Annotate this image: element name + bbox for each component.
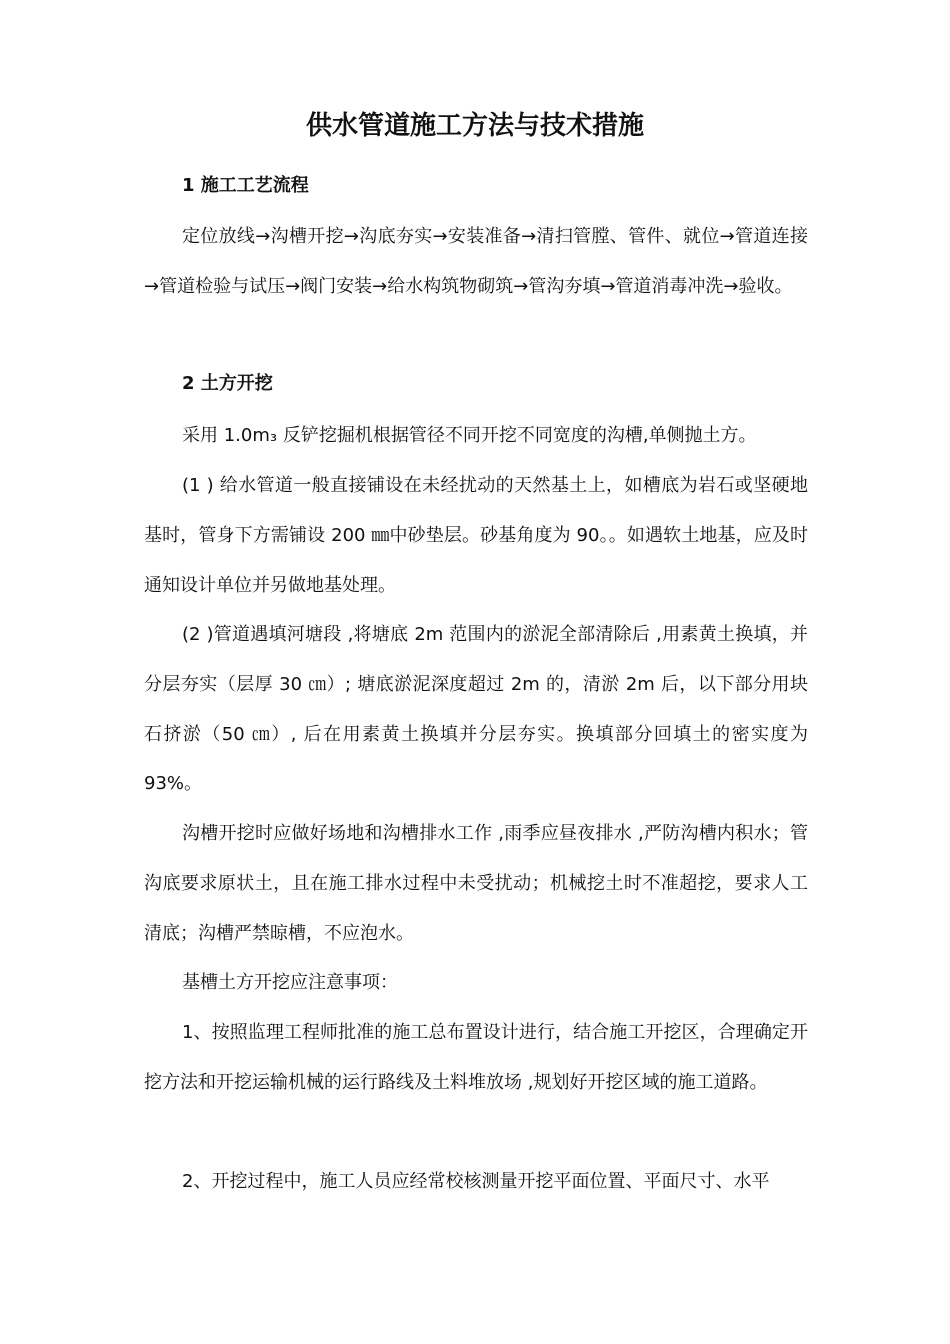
paragraph-note-2: 2、开挖过程中，施工人员应经常校核测量开挖平面位置、平面尺寸、水平	[182, 1171, 770, 1192]
paragraph-pond-section: (2 )管道遇填河塘段 ,将塘底 2m 范围内的淤泥全部清除后 ,用素黄土换填，并分层夯实（层厚 30 ㎝）; 塘底淤泥深度超过 2m 的，清淤 2m 后，以下部分用块石挤淤（50 ㎝）, 后在用素黄土换填并分层夯实。换填部分回填土的密实度为 93%。	[144, 624, 808, 795]
paragraph-notes-heading: 基槽土方开挖应注意事项：	[182, 972, 398, 993]
section-heading-process: 1 施工工艺流程	[182, 175, 309, 196]
section-heading-excavation: 2 土方开挖	[182, 373, 273, 394]
paragraph-note-1: 1、按照监理工程师批准的施工总布置设计进行，结合施工开挖区，合理确定开挖方法和开挖运输机械的运行路线及土料堆放场 ,规划好开挖区域的施工道路。	[144, 1022, 808, 1093]
paragraph-excavator: 采用 1.0m₃ 反铲挖掘机根据管径不同开挖不同宽度的沟槽,单侧抛土方。	[182, 425, 757, 446]
document-title: 供水管道施工方法与技术措施	[305, 111, 644, 141]
paragraph-pipe-foundation: (1 ) 给水管道一般直接铺设在未经扰动的天然基土上，如槽底为岩石或坚硬地基时，管身下方需铺设 200 ㎜中砂垫层。砂基角度为 90。。如遇软土地基，应及时通知设计单位并另做地基处理。	[144, 475, 808, 596]
paragraph-trench-drainage: 沟槽开挖时应做好场地和沟槽排水工作 ,雨季应昼夜排水 ,严防沟槽内积水；管沟底要求原状土，且在施工排水过程中未受扰动；机械挖土时不准超挖，要求人工清底；沟槽严禁晾槽，不应泡水。	[144, 823, 808, 944]
paragraph-process-flow: 定位放线→沟槽开挖→沟底夯实→安装准备→清扫管膛、管件、就位→管道连接→管道检验与试压→阀门安装→给水构筑物砌筑→管沟夯填→管道消毒冲洗→验收。	[144, 226, 808, 297]
